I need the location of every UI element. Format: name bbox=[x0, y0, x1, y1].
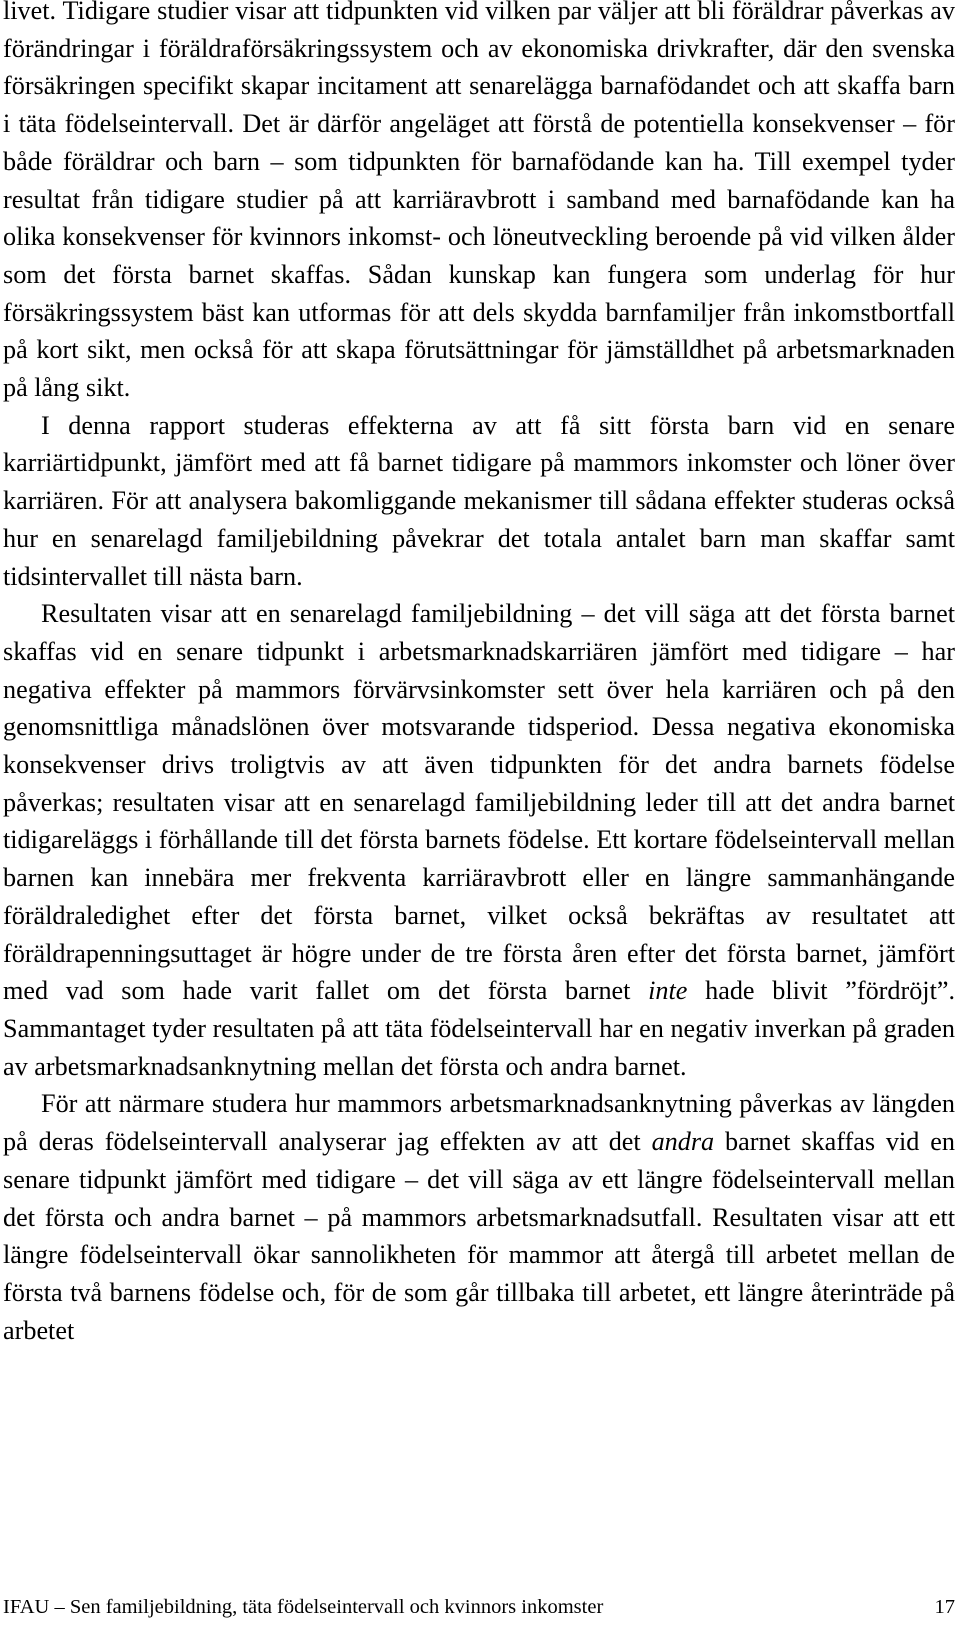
paragraph-text: livet. Tidigare studier visar att tidpunkten vid vilken par väljer att bli föräldrar påverkas av förändringar i föräldraförsäkringssystem och av ekonomiska drivkrafter, där den svenska försäkringen specifikt skapar incitament att senarelägga barnafödandet och att skaffa barn i täta födelseintervall. Det är därför angeläget att förstå de potentiella konsekvenser – för både föräldrar och barn – som tidpunkten för barnafödande kan ha. Till exempel tyder resultat från tidigare studier på att karriäravbrott i samband med barnafödande kan ha olika konsekvenser för kvinnors inkomst- och löneutveckling beroende på vid vilken ålder som det första barnet skaffas. Sådan kunskap kan fungera som underlag för hur försäkringssystem bäst kan utformas för att dels skydda barnfamiljer från inkomstbortfall på kort sikt, men också för att skapa förutsättningar för jämställdhet på arbetsmarknaden på lång sikt. bbox=[3, 0, 955, 403]
paragraph-p2 bbox=[3, 407, 955, 596]
paragraph-p4 bbox=[3, 1085, 955, 1349]
emphasized-text: inte bbox=[648, 976, 688, 1006]
body-text bbox=[3, 0, 955, 1349]
emphasized-text: andra bbox=[651, 1127, 715, 1157]
paragraph-text: Resultaten visar att en senarelagd familjebildning – det vill säga att det första barnet skaffas vid en senare tidpunkt i arbetsmarknadskarriären jämfört med tidigare – har negativa effekter på mammors förvärvsinkomster sett över hela karriären och på den genomsnittliga månadslönen över motsvarande tidsperiod. Dessa negativa ekonomiska konsekvenser drivs troligtvis av att även tidpunkten för det andra barnets födelse påverkas; resultaten visar att en senarelagd familjebildning leder till att det andra barnet tidigareläggs i förhållande till det första barnets födelse. Ett kortare födelseintervall mellan barnen kan innebära mer frekventa karriäravbrott eller en längre sammanhängande föräldraledighet efter det första barnet, vilket också bekräftas av resultatet att föräldrapenningsuttaget är högre under de tre första åren efter det första barnet, jämfört med vad som hade varit fallet om det första barnet bbox=[3, 599, 955, 1006]
paragraph-text: För att närmare studera hur mammors arbetsmarknadsanknytning påverkas av längden på deras födelseintervall analyserar jag effekten av att det bbox=[3, 1089, 955, 1157]
paragraph-text: hade blivit ”fördröjt”. Sammantaget tyder resultaten på att täta födelseintervall har en negativ inverkan på graden av arbetsmarknadsanknytning mellan det första och andra barnet. bbox=[3, 976, 956, 1081]
paragraph-text: I denna rapport studeras effekterna av att få sitt första barn vid en senare karriärtidpunkt, jämfört med att få barnet tidigare på mammors inkomster och löner över karriären. För att analysera bakomliggande mekanismer till sådana effekter studeras också hur en senarelagd familjebildning påvekrar det totala antalet barn man skaffar samt tidsintervallet till nästa barn. bbox=[3, 410, 955, 591]
paragraph-p1 bbox=[3, 0, 955, 407]
paragraph-text: barnet skaffas vid en senare tidpunkt jämfört med tidigare – det vill säga av ett längre födelseintervall mellan det första och andra barnet – på mammors arbetsmarknadsutfall. Resultaten visar att ett längre födelseintervall ökar sannolikheten för mammor att återgå till arbetet mellan de första två barnens födelse och, för de som går tillbaka till arbetet, ett längre återinträde på arbetet bbox=[3, 1127, 955, 1345]
footer-title: IFAU – Sen familjebildning, täta födelseintervall och kvinnors inkomster bbox=[3, 1596, 604, 1618]
page-number: 17 bbox=[934, 1596, 955, 1618]
paragraph-p3 bbox=[3, 595, 955, 1085]
